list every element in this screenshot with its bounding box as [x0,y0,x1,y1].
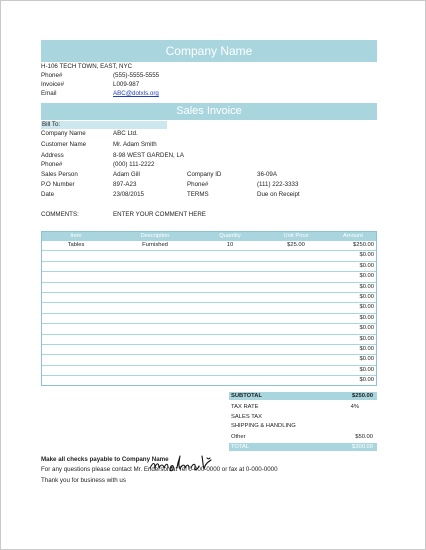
sales-tax-row [229,413,377,421]
cell-description [110,345,200,354]
cell-description [110,272,200,281]
contact-note: For any questions please contact Mr. Enderson at Tel 0-000-0000 or fax at 0-000-0000 [41,466,278,473]
cell-amount: $0.00 [359,262,374,269]
cell-amount: $0.00 [359,366,374,373]
thanks-note: Thank you for business with us [41,477,126,484]
table-row [42,323,376,333]
bill-field-value: 23/08/2015 [113,191,144,198]
cell-unit-price [260,251,332,260]
bill-field-label: Customer Name [41,141,87,148]
subtotal-value: $250.00 [352,393,373,399]
company-phone-label: Phone# [41,72,63,79]
table-row [42,354,376,364]
cell-amount: $0.00 [359,283,374,290]
bill-field-label: Phone# [41,161,63,168]
cell-description [110,293,200,302]
bill-field-value: 8-98 WEST GARDEN, LA [113,152,185,159]
tax-rate-row [229,403,377,411]
items-table-body [42,240,376,385]
cell-amount: $0.00 [359,304,374,311]
payable-note: Make all checks payable to Company Name [41,456,169,463]
cell-amount: $0.00 [359,314,374,321]
cell-description [110,283,200,292]
bill-field-label: Company Name [41,130,86,137]
cell-amount: $0.00 [359,335,374,342]
cell-amount: $250.00 [353,242,374,248]
other-label: Other [231,434,246,440]
table-row [42,271,376,281]
email-link[interactable]: ABC@dotxls.org [113,90,159,97]
cell-amount: $0.00 [359,273,374,280]
total-label: TOTAL [231,444,250,450]
tax-rate-label: TAX RATE [231,404,259,410]
cell-amount: $0.00 [359,325,374,332]
items-table-header [42,232,376,240]
bill-field-label: P.O Number [41,181,75,188]
customer-phone-value: (111) 222-3333 [257,181,299,188]
cell-unit-price [260,293,332,302]
cell-unit-price [260,283,332,292]
table-row [42,365,376,375]
cell-item [42,262,110,271]
shipping-row [229,422,377,430]
invoice-number-value: L009-987 [113,81,140,88]
cell-unit-price [260,324,332,333]
cell-item [42,251,110,260]
cell-item [42,355,110,364]
cell-unit-price [260,314,332,323]
cell-item [42,293,110,302]
cell-quantity [200,272,260,281]
company-id-label: Company ID [187,171,222,178]
cell-quantity [200,345,260,354]
header-amount: Amount [343,233,363,239]
cell-quantity [200,366,260,375]
bill-field-label: Date [41,191,55,198]
total-value: $300.00 [352,444,373,450]
bill-field-value: (000) 111-2222 [113,161,155,168]
cell-quantity [200,335,260,344]
table-row [42,313,376,323]
cell-item [42,366,110,375]
cell-quantity [200,283,260,292]
tax-rate-value: 4% [350,404,359,410]
cell-quantity [200,376,260,385]
subtotal-label: SUBTOTAL [231,393,263,399]
bill-field-label: Address [41,152,64,159]
company-phone-value: (555)-5555-5555 [113,72,160,79]
table-row [42,240,376,250]
company-name-banner: Company Name [41,40,377,62]
invoice-number-label: Invoice# [41,81,65,88]
bill-field-label: Sales Person [41,171,78,178]
other-row [229,433,377,441]
cell-description [110,355,200,364]
items-table [41,231,377,386]
cell-amount: $0.00 [359,293,374,300]
cell-unit-price [260,262,332,271]
cell-description [110,262,200,271]
cell-unit-price [260,355,332,364]
cell-unit-price [260,335,332,344]
cell-unit-price [260,366,332,375]
shipping-label: SHIPPING & HANDLING [231,423,296,429]
cell-description [110,314,200,323]
table-row [42,302,376,312]
cell-unit-price: $25.00 [287,242,305,248]
cell-unit-price [260,303,332,312]
table-row [42,261,376,271]
cell-quantity [200,251,260,260]
cell-item [42,335,110,344]
header-description: Description [140,233,170,239]
bill-field-value: Adam Gill [113,171,140,178]
cell-description [110,303,200,312]
cell-item [42,376,110,385]
email-label: Email [41,90,57,97]
cell-description [110,335,200,344]
cell-item [42,272,110,281]
comments-value[interactable]: ENTER YOUR COMMENT HERE [113,211,206,218]
cell-item: Tables [67,242,85,248]
table-row [42,334,376,344]
cell-amount: $0.00 [359,356,374,363]
cell-quantity [200,293,260,302]
cell-amount: $0.00 [359,377,374,384]
cell-description [110,376,200,385]
cell-unit-price [260,376,332,385]
cell-amount: $0.00 [359,345,374,352]
cell-unit-price [260,345,332,354]
header-unit-price: Unit Price [283,233,309,239]
customer-phone-label: Phone# [187,181,209,188]
subtotal-row [229,392,377,400]
cell-item [42,345,110,354]
bill-field-value: 897-A23 [113,181,137,188]
table-row [42,344,376,354]
cell-description [110,324,200,333]
terms-value: Due on Receipt [257,191,300,198]
sales-tax-label: SALES TAX [231,414,263,420]
company-id-value: 36-09A [257,171,277,178]
cell-quantity [200,324,260,333]
cell-description [110,251,200,260]
header-quantity: Quantity [219,233,241,239]
table-row [42,292,376,302]
cell-quantity [200,355,260,364]
comments-label: COMMENTS: [41,211,79,218]
table-row [42,375,376,385]
signature-icon [147,450,217,476]
cell-item [42,303,110,312]
cell-description: Furnished [142,242,168,248]
cell-quantity: 10 [226,242,234,248]
cell-item [42,324,110,333]
cell-quantity [200,303,260,312]
header-item: Item [70,233,82,239]
bill-field-value: ABC Ltd. [113,130,138,137]
total-row [229,443,377,451]
cell-quantity [200,314,260,323]
sales-invoice-banner: Sales Invoice [41,103,377,120]
bill-field-value: Mr. Adam Smith [113,141,157,148]
cell-amount: $0.00 [359,252,374,259]
bill-to-label: Bill To: [42,121,61,128]
table-row [42,282,376,292]
cell-description [110,366,200,375]
table-row [42,250,376,260]
cell-quantity [200,262,260,271]
cell-unit-price [260,272,332,281]
company-address: H-106 TECH TOWN, EAST, NYC [41,63,133,70]
cell-item [42,314,110,323]
other-value: $50.00 [355,434,373,440]
terms-label: TERMS [187,191,209,198]
cell-item [42,283,110,292]
